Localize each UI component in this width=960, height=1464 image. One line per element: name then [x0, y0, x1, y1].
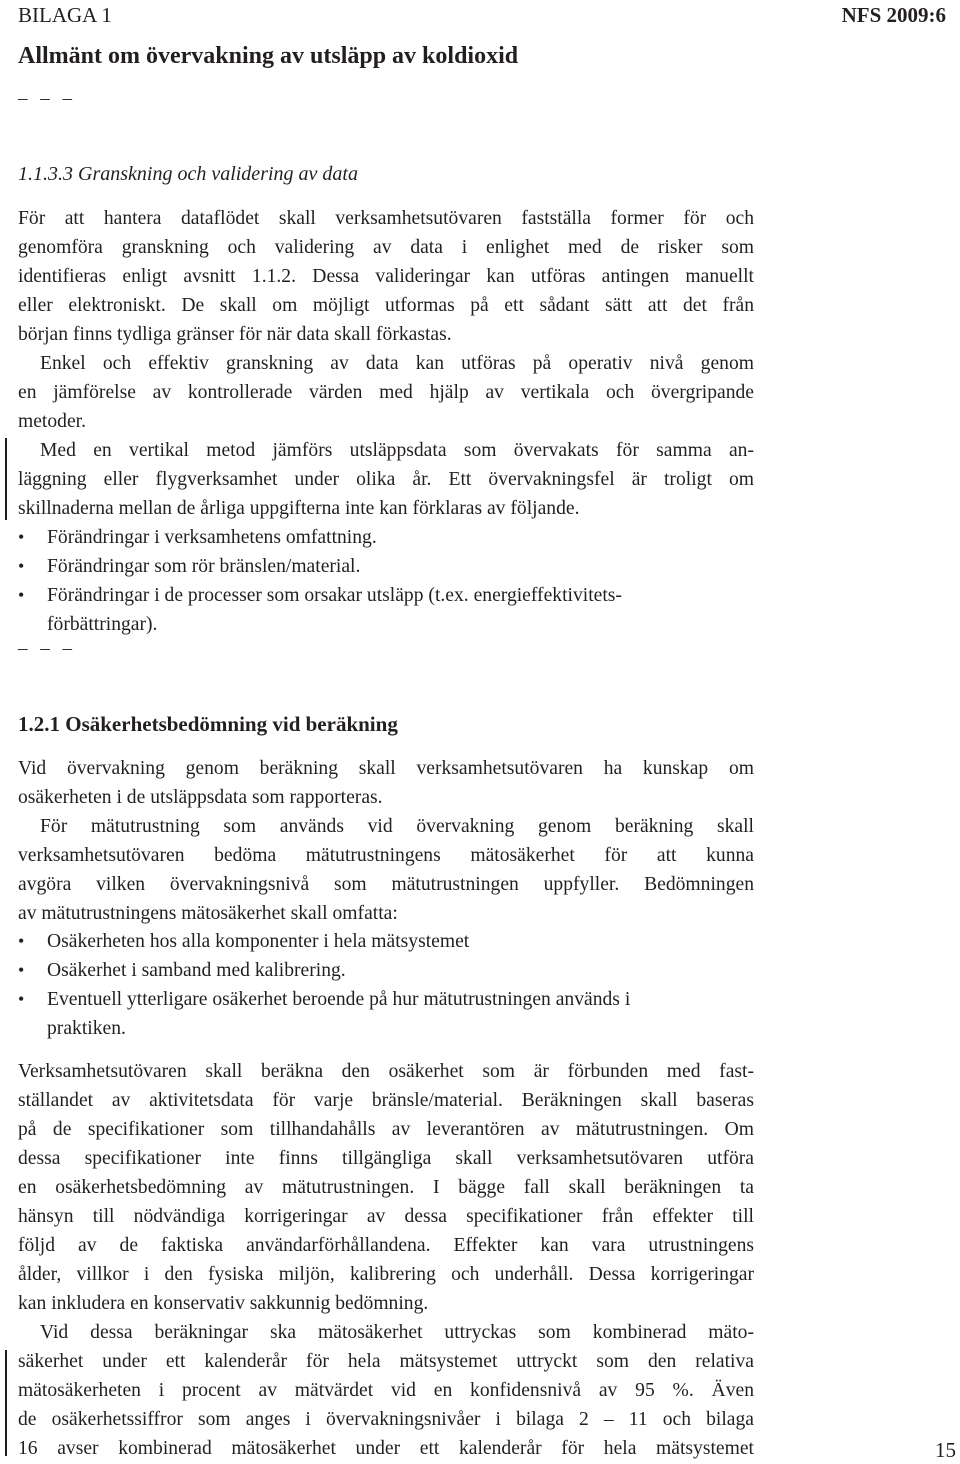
list-item: Förändringar som rör bränslen/material. — [47, 556, 361, 577]
text-line: hänsyn till nödvändiga korrigeringar av dessa specifikationer från effekter till — [18, 1206, 754, 1227]
text-line: identifieras enligt avsnitt 1.1.2. Dessa valideringar kan utföras antingen manuellt — [18, 266, 754, 287]
change-bar — [5, 1350, 7, 1456]
list-item: Osäkerheten hos alla komponenter i hela mätsystemet — [47, 931, 470, 952]
text-line: Vid övervakning genom beräkning skall verksamhetsutövaren ha kunskap om — [18, 758, 754, 779]
text-line: en jämförelse av kontrollerade värden med hjälp av vertikala och övergripande — [18, 382, 754, 403]
text-line: Vid dessa beräkningar ska mätosäkerhet uttryckas som kombinerad mäto- — [40, 1322, 754, 1343]
bullet-icon: • — [18, 585, 25, 605]
change-bar — [5, 438, 7, 520]
text-line: kan inkludera en konservativ sakkunnig bedömning. — [18, 1293, 429, 1314]
text-line: dessa specifikationer inte finns tillgängliga skall verksamhetsutövaren utföra — [18, 1148, 754, 1169]
text-line: säkerhet under ett kalenderår för hela mätsystemet uttryckt som den relativa — [18, 1351, 754, 1372]
text-line: Verksamhetsutövaren skall beräkna den osäkerhet som är förbunden med fast- — [18, 1061, 754, 1082]
text-line: 16 avser kombinerad mätosäkerhet under ett kalenderår för hela mätsystemet — [18, 1438, 754, 1459]
bullet-icon: • — [18, 527, 25, 547]
list-item-continuation: praktiken. — [47, 1018, 126, 1039]
text-line: en osäkerhetsbedömning av mätutrustningen. I bägge fall skall beräkningen ta — [18, 1177, 754, 1198]
text-line: ålder, villkor i den fysiska miljön, kalibrering och underhåll. Dessa korrigeringar — [18, 1264, 754, 1285]
text-line: genomföra granskning och validering av data i enlighet med de risker som — [18, 237, 754, 258]
text-line: verksamhetsutövaren bedöma mätutrustningens mätosäkerhet för att kunna — [18, 845, 754, 866]
section-heading-1: 1.1.3.3 Granskning och validering av data — [18, 163, 358, 185]
text-line: av mätutrustningens mätosäkerhet skall omfatta: — [18, 903, 398, 924]
text-line: de osäkerhetssiffror som anges i övervakningsnivåer i bilaga 2 – 11 och bilaga — [18, 1409, 754, 1430]
text-line: följd av de faktiska användarförhållandena. Effekter kan vara utrustningens — [18, 1235, 754, 1256]
bullet-icon: • — [18, 960, 25, 980]
list-item: Eventuell ytterligare osäkerhet beroende på hur mätutrustningen används i — [47, 989, 631, 1010]
bullet-icon: • — [18, 931, 25, 951]
text-line: Med en vertikal metod jämförs utsläppsdata som övervakats för samma an- — [40, 440, 754, 461]
bullet-icon: • — [18, 989, 25, 1009]
text-line: på de specifikationer som tillhandahålls av leverantören av mätutrustningen. Om — [18, 1119, 754, 1140]
list-item: Förändringar i de processer som orsakar utsläpp (t.ex. energieffektivitets- — [47, 585, 622, 606]
annex-label: BILAGA 1 — [18, 3, 112, 27]
text-line: eller elektroniskt. De skall om möjligt utformas på ett sådant sätt att det från — [18, 295, 754, 316]
separator-middle: – – – — [18, 638, 76, 659]
page-title: Allmänt om övervakning av utsläpp av koldioxid — [18, 43, 519, 69]
list-item-continuation: förbättringar). — [47, 614, 158, 635]
list-item: Förändringar i verksamhetens omfattning. — [47, 527, 377, 548]
bullet-icon: • — [18, 556, 25, 576]
text-line: ställandet av aktivitetsdata för varje bränsle/material. Beräkningen skall baseras — [18, 1090, 754, 1111]
text-line: avgöra vilken övervakningsnivå som mätutrustningen uppfyller. Bedömningen — [18, 874, 754, 895]
text-line: mätosäkerheten i procent av mätvärdet vid en konfidensnivå av 95 %. Även — [18, 1380, 754, 1401]
document-code: NFS 2009:6 — [841, 3, 946, 27]
text-line: För att hantera dataflödet skall verksamhetsutövaren fastställa former för och — [18, 208, 754, 229]
text-line: början finns tydliga gränser för när data skall förkastas. — [18, 324, 452, 345]
text-line: skillnaderna mellan de årliga uppgifterna inte kan förklaras av följande. — [18, 498, 580, 519]
text-line: Enkel och effektiv granskning av data kan utföras på operativ nivå genom — [40, 353, 754, 374]
separator-top: – – – — [18, 88, 76, 109]
page-number: 15 — [935, 1438, 956, 1462]
text-line: läggning eller flygverksamhet under olika år. Ett övervakningsfel är troligt om — [18, 469, 754, 490]
text-line: metoder. — [18, 411, 87, 432]
text-line: osäkerheten i de utsläppsdata som rapporteras. — [18, 787, 383, 808]
section-heading-2: 1.2.1 Osäkerhetsbedömning vid beräkning — [18, 712, 398, 736]
list-item: Osäkerhet i samband med kalibrering. — [47, 960, 346, 981]
text-line: För mätutrustning som används vid övervakning genom beräkning skall — [40, 816, 754, 837]
